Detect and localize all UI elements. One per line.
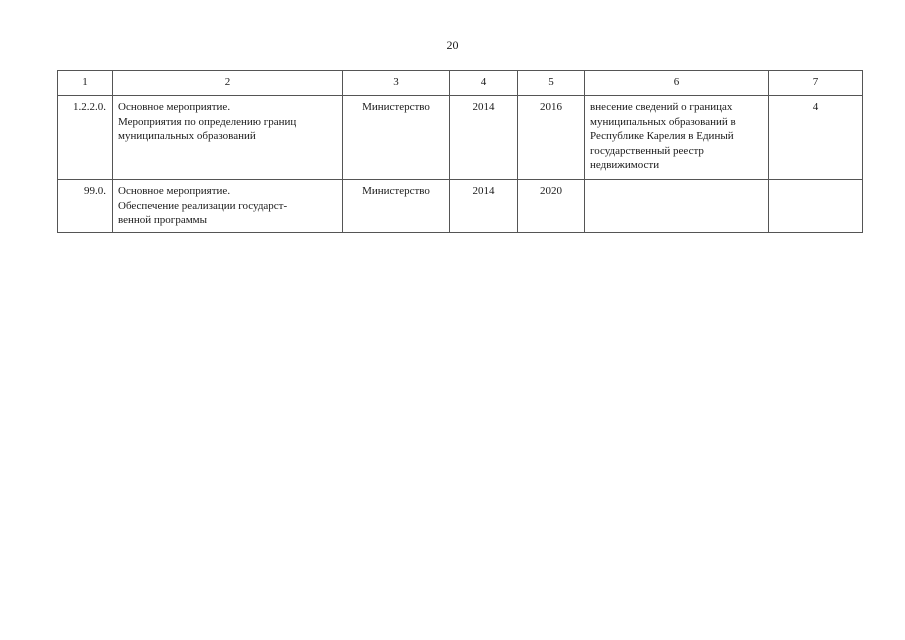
measure-name-line: муниципальных образований — [118, 130, 256, 142]
end-year: 2016 — [518, 96, 585, 180]
measure-name-line: Мероприятия по определению границ — [118, 115, 297, 128]
expected-result-line: государственный реестр — [590, 144, 704, 157]
page-number: 20 — [446, 38, 459, 52]
column-header: 6 — [585, 71, 769, 96]
expected-result-line: муниципальных образований в — [590, 115, 736, 128]
measure-name — [113, 180, 343, 233]
column-header: 4 — [450, 71, 518, 96]
column-header: 5 — [518, 71, 585, 96]
measure-code: 99.0. — [58, 180, 113, 233]
table-row — [58, 96, 863, 180]
table-row — [58, 180, 863, 233]
expected-result-line: Республике Карелия в Единый — [590, 130, 734, 142]
indicator-link — [769, 180, 863, 233]
measure-name-line: Основное мероприятие. — [118, 101, 231, 113]
expected-result — [585, 180, 769, 233]
indicator-link: 4 — [769, 96, 863, 180]
measure-name — [113, 96, 343, 180]
table-header-row — [58, 71, 863, 96]
measures-table — [57, 70, 863, 233]
expected-result — [585, 96, 769, 180]
measure-name-line: Основное мероприятие. — [118, 185, 231, 197]
column-header: 3 — [343, 71, 450, 96]
column-header: 2 — [113, 71, 343, 96]
measure-name-line: Обеспечение реализации государст- — [118, 199, 288, 212]
column-header: 1 — [58, 71, 113, 96]
expected-result-line: недвижимости — [590, 159, 660, 171]
start-year: 2014 — [450, 96, 518, 180]
start-year: 2014 — [450, 180, 518, 233]
executor: Министерство — [343, 180, 450, 233]
executor: Министерство — [343, 96, 450, 180]
measure-name-line: венной программы — [118, 214, 208, 226]
end-year: 2020 — [518, 180, 585, 233]
expected-result-line: внесение сведений о границах — [590, 101, 733, 113]
measure-code: 1.2.2.0. — [58, 96, 113, 180]
column-header: 7 — [769, 71, 863, 96]
